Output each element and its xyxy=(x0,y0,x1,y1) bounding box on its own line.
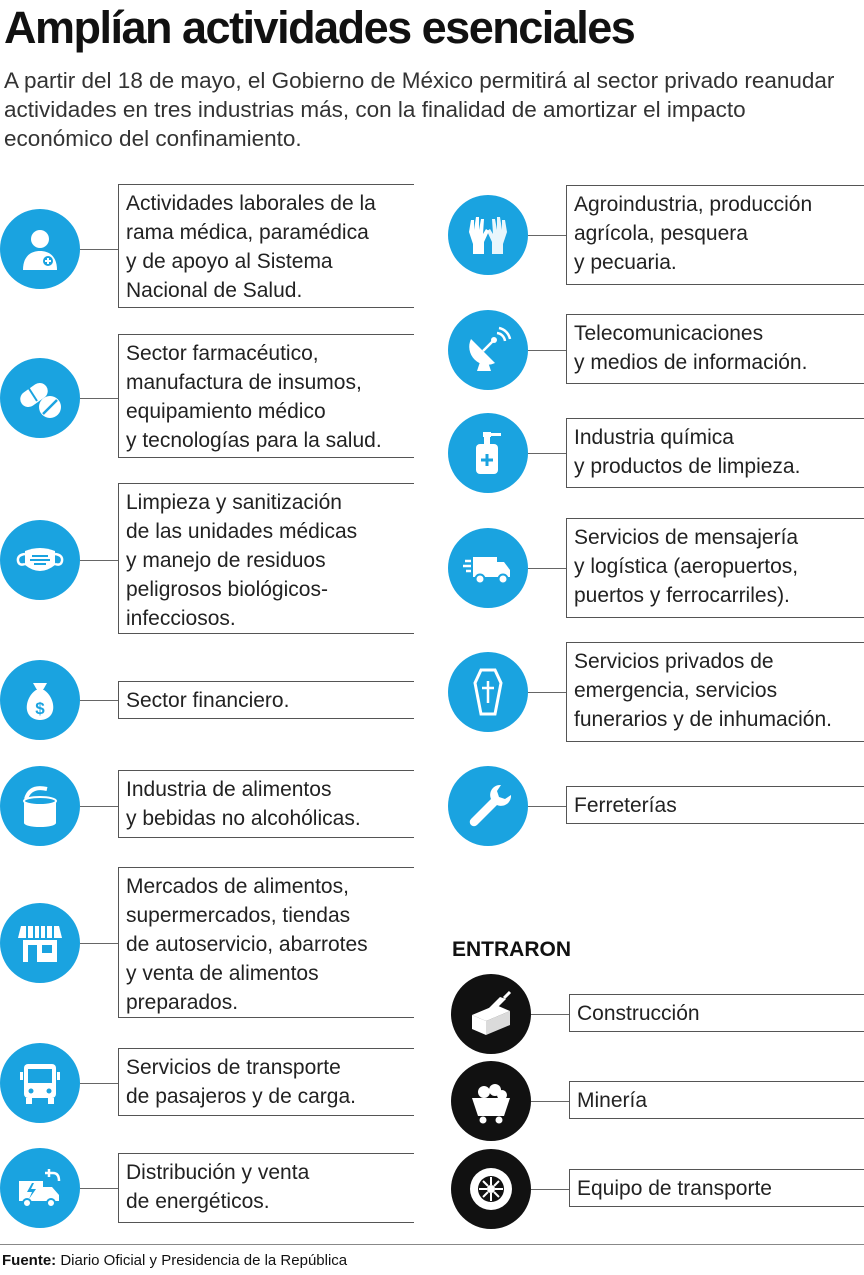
page-title: Amplían actividades esenciales xyxy=(4,2,635,53)
mine-cart-icon xyxy=(451,1061,531,1141)
wrench-icon xyxy=(448,766,528,846)
item-text: Servicios de transporte de pasajeros y de carga. xyxy=(118,1048,414,1116)
energy-truck-icon xyxy=(0,1148,80,1228)
item-text: Mercados de alimentos, supermercados, tiendas de autoservicio, abarrotes y venta de alimentos preparados. xyxy=(118,867,414,1018)
intro-paragraph: A partir del 18 de mayo, el Gobierno de México permitirá al sector privado reanudar actividades en tres industrias más, con la finalidad de amortizar el impacto económico del confinamiento. xyxy=(4,68,835,151)
item-text: Limpieza y sanitización de las unidades médicas y manejo de residuos peligrosos biológicos- infecciosos. xyxy=(118,483,414,634)
coffin-icon xyxy=(448,652,528,732)
item-text: Equipo de transporte xyxy=(569,1169,864,1207)
soap-bottle-icon xyxy=(448,413,528,493)
money-bag-icon xyxy=(0,660,80,740)
item-text: Telecomunicaciones y medios de información. xyxy=(566,314,864,384)
satellite-dish-icon xyxy=(448,310,528,390)
tire-icon xyxy=(451,1149,531,1229)
face-mask-icon xyxy=(0,520,80,600)
item-text: Construcción xyxy=(569,994,864,1032)
source-label: Fuente: xyxy=(2,1252,57,1269)
item-text: Sector financiero. xyxy=(118,681,414,719)
item-text: Actividades laborales de la rama médica, paramédica y de apoyo al Sistema Nacional de Salud. xyxy=(118,184,414,308)
gloves-icon xyxy=(448,195,528,275)
doctor-icon xyxy=(0,209,80,289)
trowel-brick-icon xyxy=(451,974,531,1054)
item-text: Distribución y venta de energéticos. xyxy=(118,1153,414,1223)
item-text: Industria química y productos de limpieza. xyxy=(566,418,864,488)
item-text: Ferreterías xyxy=(566,786,864,824)
delivery-truck-icon xyxy=(448,528,528,608)
bus-icon xyxy=(0,1043,80,1123)
source-text: Diario Oficial y Presidencia de la República xyxy=(56,1252,348,1269)
food-can-icon xyxy=(0,766,80,846)
item-text: Agroindustria, producción agrícola, pesquera y pecuaria. xyxy=(566,185,864,285)
item-text: Servicios de mensajería y logística (aeropuertos, puertos y ferrocarriles). xyxy=(566,518,864,618)
item-text: Industria de alimentos y bebidas no alcohólicas. xyxy=(118,770,414,838)
footer-divider xyxy=(0,1244,864,1245)
item-text: Servicios privados de emergencia, servicios funerarios y de inhumación. xyxy=(566,642,864,742)
entraron-heading: ENTRARON xyxy=(452,938,571,961)
pills-icon xyxy=(0,358,80,438)
item-text: Sector farmacéutico, manufactura de insumos, equipamiento médico y tecnologías para la salud. xyxy=(118,334,414,458)
source-note xyxy=(2,1252,347,1269)
storefront-icon xyxy=(0,903,80,983)
item-text: Minería xyxy=(569,1081,864,1119)
svg-text:$: $ xyxy=(35,699,45,718)
